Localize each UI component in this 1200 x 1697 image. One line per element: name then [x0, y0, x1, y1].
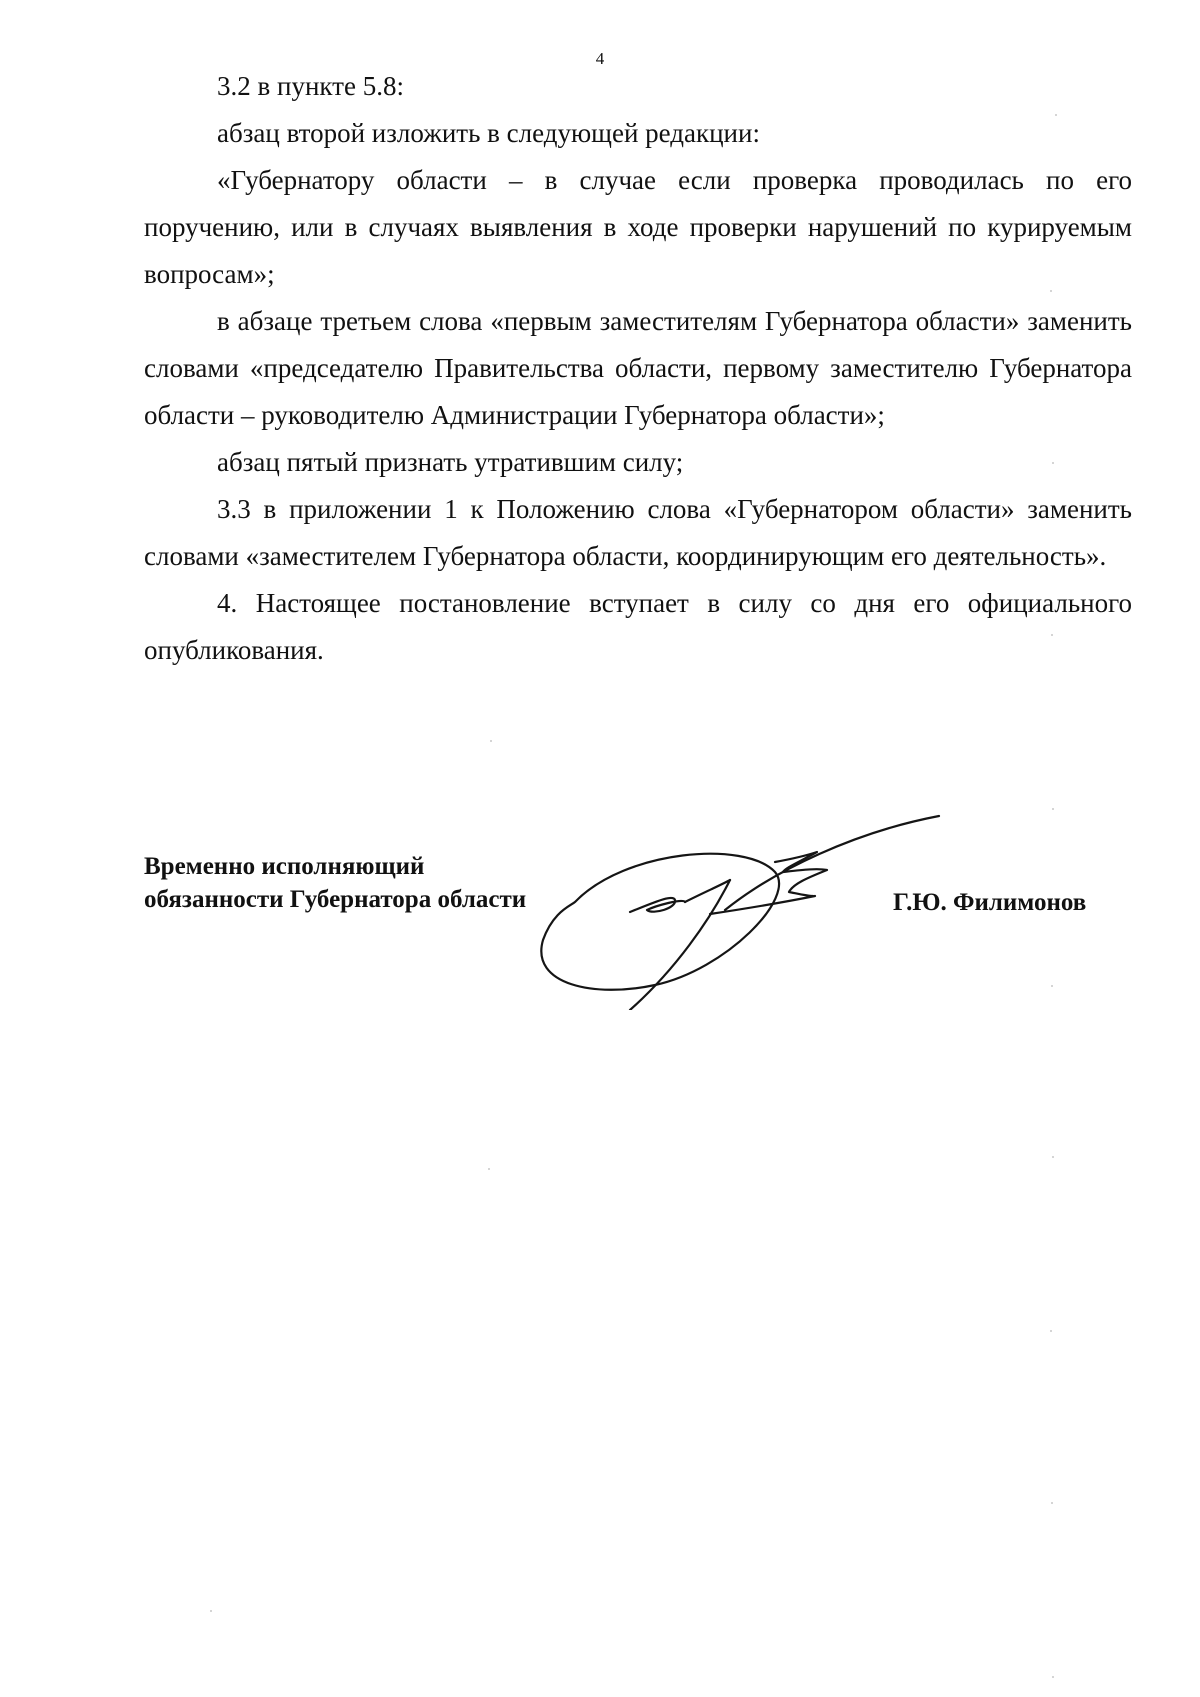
- scan-speck: [1051, 985, 1053, 987]
- scan-speck: [1052, 1676, 1054, 1678]
- document-body: [144, 63, 1132, 674]
- scan-speck: [1050, 290, 1052, 292]
- handwritten-signature: [535, 810, 955, 1010]
- scan-speck: [488, 1168, 490, 1170]
- paragraph-quote-governor: «Губернатору области – в случае если проверка проводилась по его поручению, или в случаях выявления в ходе проверки нарушений по курируемым вопросам»;: [144, 165, 1132, 289]
- paragraph-second-abzats: абзац второй изложить в следующей редакции:: [217, 118, 760, 148]
- scan-speck: [1055, 114, 1057, 116]
- paragraph-fifth-abzats: абзац пятый признать утратившим силу;: [217, 447, 684, 477]
- scan-speck: [1052, 1156, 1054, 1158]
- scan-speck: [1052, 808, 1054, 810]
- paragraph-item-4: 4. Настоящее постановление вступает в силу со дня его официального опубликования.: [144, 588, 1132, 665]
- signer-name: Г.Ю. Филимонов: [893, 889, 1087, 916]
- paragraph-item-3-2: 3.2 в пункте 5.8:: [217, 71, 404, 101]
- paragraph-third-abzats: в абзаце третьем слова «первым заместителям Губернатора области» заменить словами «председателю Правительства области, первому заместителю Губернатора области – руководителю Администрации Губернатора области»;: [144, 306, 1132, 430]
- signer-title: [144, 850, 526, 916]
- paragraph-item-3-3: 3.3 в приложении 1 к Положению слова «Губернатором области» заменить словами «заместителем Губернатора области, координирующим его деятельность».: [144, 494, 1132, 571]
- page-number: 4: [595, 49, 605, 68]
- scan-speck: [1050, 1330, 1052, 1332]
- scan-speck: [1051, 1502, 1053, 1504]
- signer-title-line-2: обязанности Губернатора области: [144, 886, 527, 913]
- signer-title-line-1: Временно исполняющий: [144, 853, 425, 880]
- scan-speck: [1051, 634, 1053, 636]
- scan-speck: [210, 1610, 212, 1612]
- scan-speck: [490, 740, 492, 742]
- scan-speck: [1052, 462, 1054, 464]
